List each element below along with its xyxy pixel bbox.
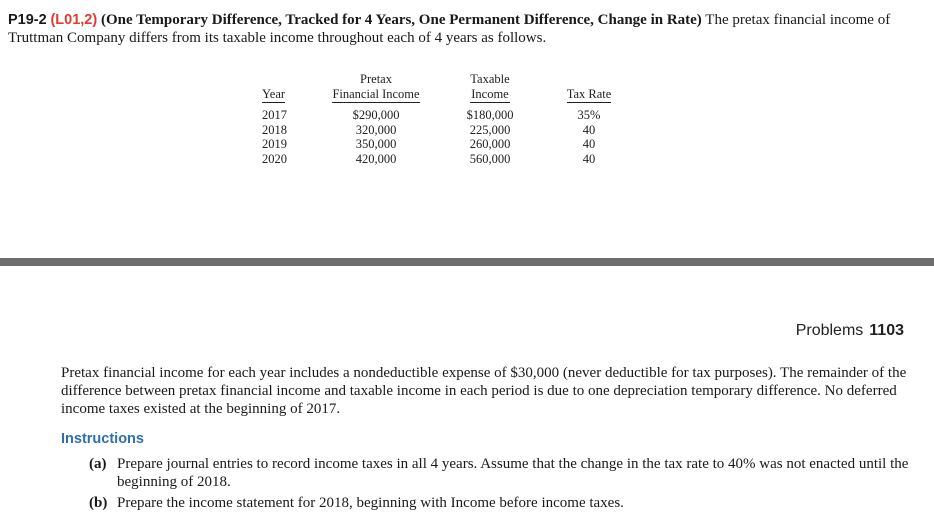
cell-taxable: 260,000 — [469, 137, 511, 151]
header-taxable — [470, 72, 509, 103]
running-head — [796, 322, 904, 340]
instructions-heading: Instructions — [61, 431, 144, 447]
table-header-row — [262, 72, 636, 103]
cell-pretax: $290,000 — [352, 108, 400, 122]
problem-body-paragraph: Pretax financial income for each year includes a nondeductible expense of $30,000 (never deductible for tax purposes). The remainder of the difference between pretax financial income and taxable income in each period is due to one depreciation temporary difference. No deferred income taxes existed at the beginning of 2017. — [61, 365, 907, 418]
table-row — [262, 108, 636, 123]
running-head-section: Problems — [795, 322, 864, 339]
cell-taxable: 560,000 — [469, 151, 511, 166]
income-table — [262, 72, 636, 166]
instruction-text: Prepare the income statement for 2018, beginning with Income before income taxes. — [117, 495, 624, 512]
cell-taxable: $180,000 — [466, 108, 514, 122]
header-taxable-line2: Income — [471, 86, 509, 101]
instruction-item — [89, 494, 914, 512]
cell-pretax: 320,000 — [355, 122, 397, 137]
cell-pretax: 350,000 — [355, 137, 397, 151]
header-pretax-line2: Financial Income — [332, 86, 420, 101]
instructions-list — [89, 455, 914, 516]
header-pretax-line1: Pretax — [360, 72, 392, 86]
learning-objectives: (L01,2) — [50, 12, 98, 28]
cell-rate: 40 — [582, 137, 596, 151]
cell-year: 2019 — [262, 137, 287, 151]
cell-rate: 35% — [577, 108, 601, 122]
problem-statement — [8, 11, 923, 47]
table-row — [262, 123, 636, 138]
cell-rate: 40 — [582, 122, 596, 137]
cell-taxable: 225,000 — [469, 122, 511, 137]
header-taxable-line1: Taxable — [470, 72, 510, 86]
cell-year: 2018 — [262, 122, 287, 137]
instruction-text: Prepare journal entries to record income taxes in all 4 years. Assume that the change in the tax rate to 40% was not enacted until the beginning of 2018. — [117, 456, 909, 491]
table-row — [262, 152, 636, 167]
instruction-item — [89, 455, 914, 491]
page-number: 1103 — [869, 322, 904, 339]
header-pretax — [332, 72, 419, 103]
cell-year: 2017 — [262, 108, 287, 122]
instruction-label: (b) — [89, 495, 108, 512]
page-divider — [0, 258, 934, 266]
instruction-label: (a) — [89, 456, 107, 472]
header-tax-rate: Tax Rate — [567, 87, 612, 104]
cell-pretax: 420,000 — [355, 151, 397, 166]
cell-rate: 40 — [582, 151, 596, 166]
cell-year: 2020 — [262, 151, 287, 166]
table-row — [262, 137, 636, 152]
problem-title: (One Temporary Difference, Tracked for 4 Years, One Permanent Difference, Change in Rate) — [100, 12, 702, 28]
problem-number: P19-2 — [8, 12, 47, 28]
header-year: Year — [262, 87, 285, 104]
problem-intro: The pretax financial income of Truttman Company differs from its taxable income throughout each of 4 years as follows. — [8, 12, 891, 46]
